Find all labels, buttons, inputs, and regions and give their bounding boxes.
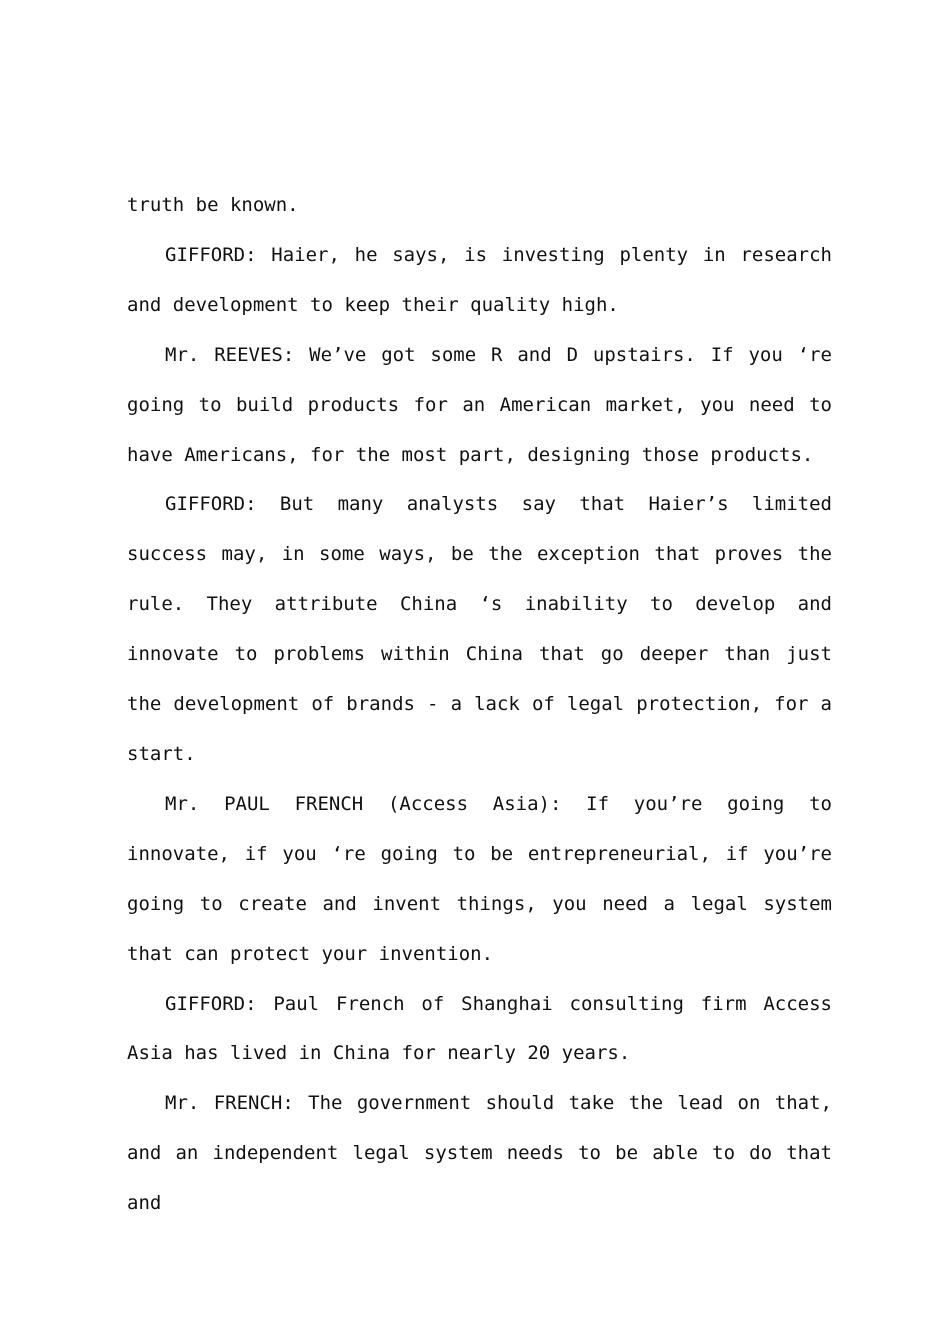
paragraph-gifford-haier: GIFFORD: Haier, he says, is investing plenty in research and development to keep their quality high. [127, 243, 832, 316]
transcript-body [127, 181, 832, 1229]
paragraph-gifford-analysts: GIFFORD: But many analysts say that Haier’s limited success may, in some ways, be the exception that proves the rule. They attribute China ‘s inability to develop and innovate to problems within China that go deeper than just the development of brands - a lack of legal protection, for a start. [127, 493, 832, 765]
paragraph-reeves: Mr. REEVES: We’ve got some R and D upstairs. If you ‘re going to build products for an American market, you need to have Americans, for the most part, designing those products. [127, 343, 832, 466]
paragraph-gifford-french-intro: GIFFORD: Paul French of Shanghai consulting firm Access Asia has lived in China for nearly 20 years. [127, 992, 832, 1065]
paragraph-french-government: Mr. FRENCH: The government should take the lead on that, and an independent legal system needs to be able to do that and [127, 1092, 832, 1215]
paragraph-paul-french: Mr. PAUL FRENCH (Access Asia): If you’re going to innovate, if you ‘re going to be entrepreneurial, if you’re going to create and invent things, you need a legal system that can protect your invention. [127, 792, 832, 965]
paragraph-continuation: truth be known. [127, 194, 299, 216]
